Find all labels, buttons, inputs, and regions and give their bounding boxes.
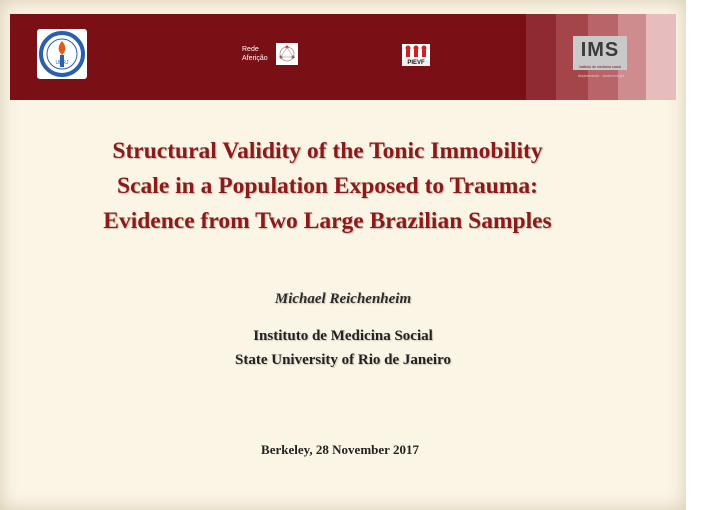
- header-stripe: [646, 14, 676, 100]
- title-line: Structural Validity of the Tonic Immobility: [112, 138, 543, 164]
- pievf-logo-text: PIEVF: [402, 60, 430, 66]
- university-name: State University of Rio de Janeiro: [235, 352, 451, 368]
- author-name: Michael Reichenheim: [274, 291, 412, 307]
- uerj-logo-icon: [37, 29, 87, 79]
- title-line: Evidence from Two Large Brazilian Samples: [103, 208, 552, 234]
- header-banner: [10, 14, 676, 100]
- rede-line2: Aferição: [242, 55, 268, 62]
- rede-line1: Rede: [242, 46, 259, 53]
- header-stripe: [526, 14, 556, 100]
- ims-logo-text: IMS: [580, 39, 620, 61]
- ims-department: departamento · epidemiologia: [577, 74, 625, 78]
- slide-title: [30, 134, 625, 239]
- uerj-logo-text: UERJ: [55, 60, 69, 66]
- rede-afericao-logo: [242, 43, 302, 67]
- title-line: Scale in a Population Exposed to Trauma:: [117, 173, 538, 199]
- ims-logo-icon: [573, 36, 627, 70]
- right-margin: [686, 0, 720, 510]
- ims-logo-subtitle: instituto de medicina social: [579, 65, 621, 69]
- rede-afericao-icon: [276, 43, 298, 65]
- institution-name: Instituto de Medicina Social: [253, 328, 433, 344]
- pievf-logo-icon: [402, 44, 430, 66]
- presentation-date: Berkeley, 28 November 2017: [261, 442, 419, 457]
